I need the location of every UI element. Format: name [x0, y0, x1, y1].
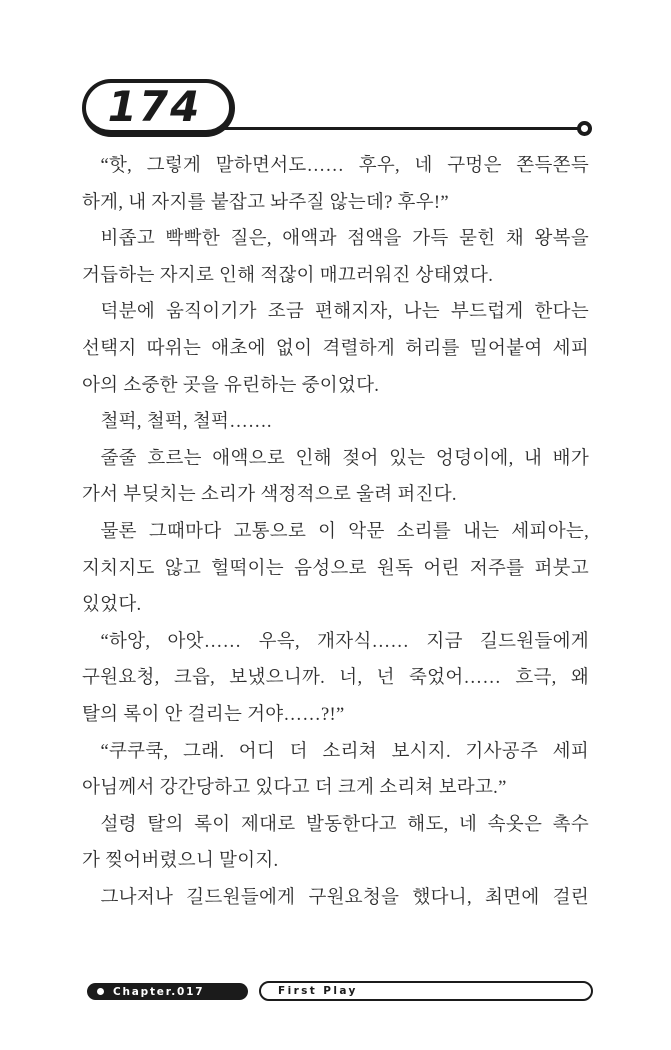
text-line: 선택지 따위는 애초에 없이 격렬하게 허리를 밀어붙여 세피 [82, 338, 589, 359]
text-line: “하앙, 아앗…… 우윽, 개자식…… 지금 길드원들에게 [100, 631, 589, 652]
section-label: First Play [278, 985, 358, 997]
text-line: 지치지도 않고 헐떡이는 음성으로 원독 어린 저주를 퍼붓고 [82, 558, 589, 579]
text-line: 물론 그때마다 고통으로 이 악문 소리를 내는 세피아는, [100, 521, 589, 542]
page-footer [87, 981, 593, 1002]
header-rule [180, 127, 579, 130]
text-line: 탈의 록이 안 걸리는 거야……?!” [82, 704, 345, 725]
text-line: “핫, 그렇게 말하면서도…… 후우, 네 구멍은 쫀득쫀득 [100, 156, 589, 176]
text-line: 가 찢어버렸으니 말이지. [82, 851, 279, 872]
page-number: 174 [107, 82, 202, 131]
text-line: 있었다. [82, 595, 142, 616]
line-end-ring-icon [577, 121, 592, 136]
text-line: 가서 부딪치는 소리가 색정적으로 울려 퍼진다. [82, 485, 457, 506]
text-line: “쿠쿠쿡, 그래. 어디 더 소리쳐 보시지. 기사공주 세피 [100, 741, 589, 762]
page-number-box [82, 79, 235, 137]
text-line: 비좁고 빡빡한 질은, 애액과 점액을 가득 묻힌 채 왕복을 [100, 229, 589, 250]
text-line: 아님께서 강간당하고 있다고 더 크게 소리쳐 보라고.” [82, 778, 507, 799]
text-line: 덕분에 움직이기가 조금 편해지자, 나는 부드럽게 한다는 [100, 302, 589, 323]
section-badge [259, 981, 593, 1001]
text-line: 구원요청, 크읍, 보냈으니까. 너, 넌 죽었어…… 흐극, 왜 [82, 668, 589, 689]
chapter-label: Chapter.017 [113, 985, 205, 998]
text-line: 아의 소중한 곳을 유린하는 중이었다. [82, 375, 380, 396]
text-line: 줄줄 흐르는 애액으로 인해 젖어 있는 엉덩이에, 내 배가 [100, 448, 589, 469]
text-line: 그나저나 길드원들에게 구원요청을 했다니, 최면에 걸린 [100, 887, 589, 908]
chapter-bullet-icon [97, 988, 104, 995]
chapter-badge [87, 983, 248, 1000]
text-line: 거듭하는 자지로 인해 적잖이 매끄러워진 상태였다. [82, 265, 494, 286]
body-text [82, 148, 589, 916]
text-line: 하게, 내 자지를 붙잡고 놔주질 않는데? 후우!” [82, 192, 449, 213]
text-line: 철퍽, 철퍽, 철퍽……. [100, 412, 272, 433]
text-line: 설령 탈의 록이 제대로 발동한다고 해도, 네 속옷은 촉수 [100, 814, 589, 835]
